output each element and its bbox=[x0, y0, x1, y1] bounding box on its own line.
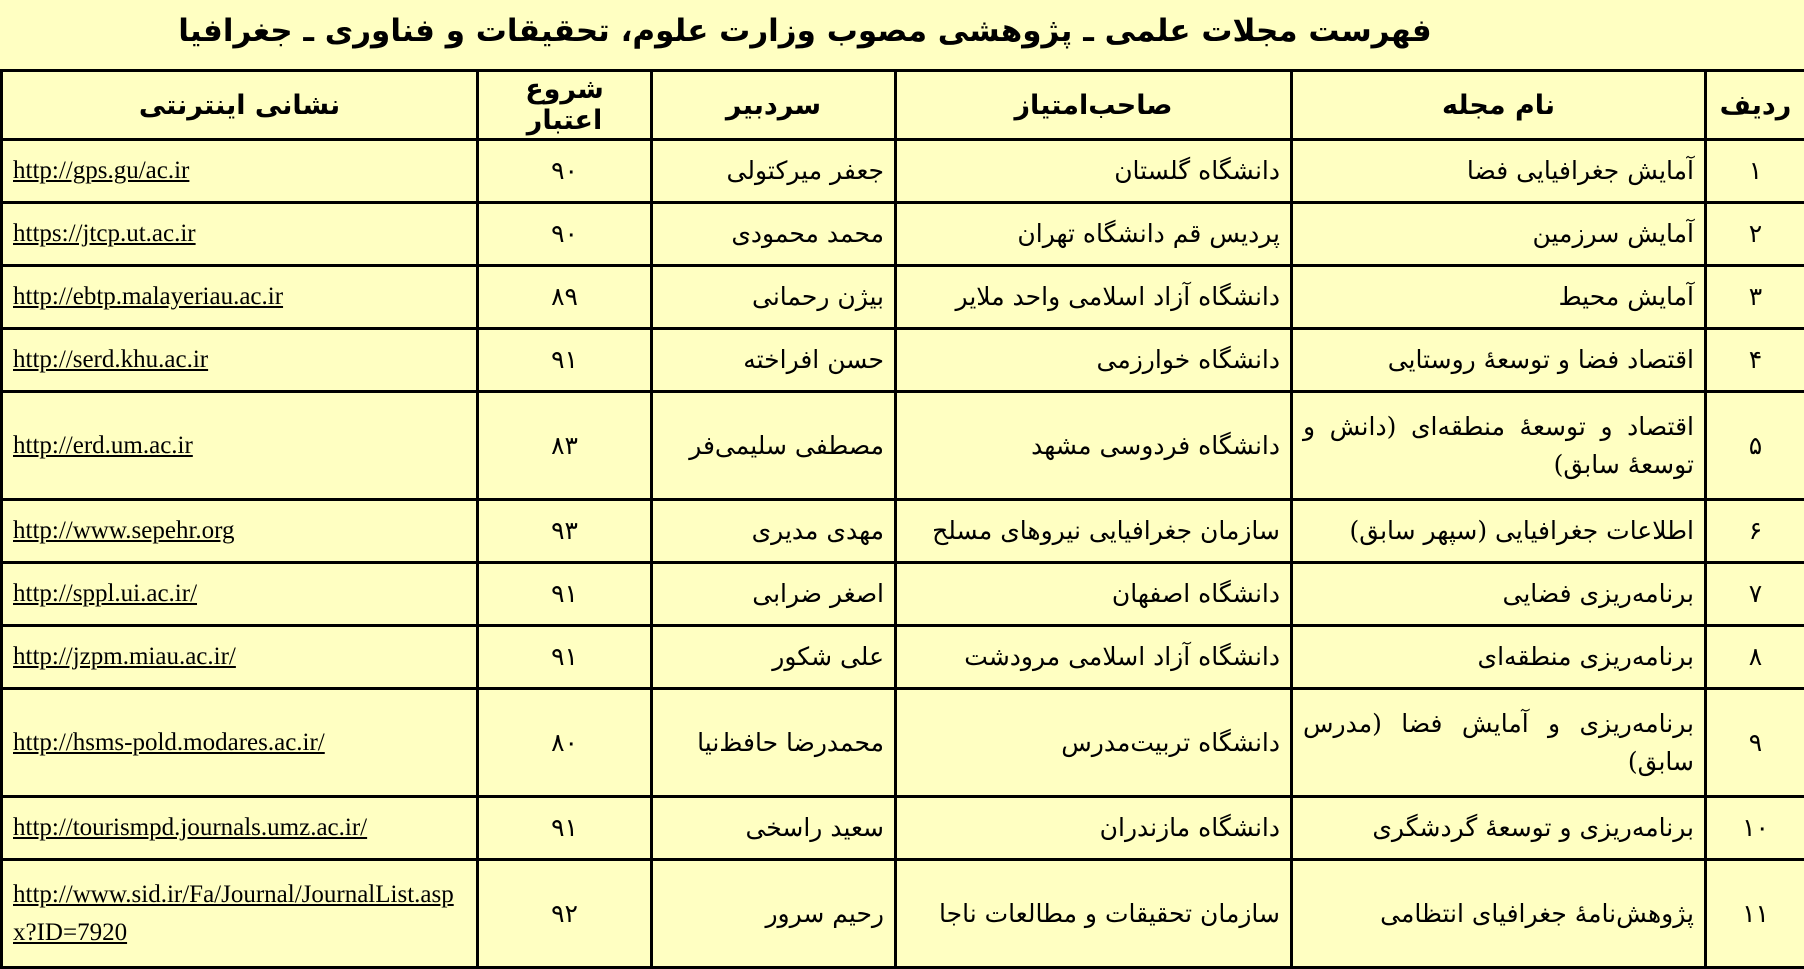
journal-url-cell bbox=[2, 392, 478, 500]
journal-name: برنامه‌ریزی فضایی bbox=[1292, 563, 1706, 626]
journal-start: ۸۰ bbox=[478, 689, 652, 797]
journal-url-cell bbox=[2, 689, 478, 797]
journal-editor: مهدی مدیری bbox=[652, 500, 896, 563]
journal-editor: مصطفی سلیمی‌فر bbox=[652, 392, 896, 500]
journal-name: آمایش محیط bbox=[1292, 266, 1706, 329]
table-row bbox=[2, 329, 1804, 392]
journal-url-cell bbox=[2, 140, 478, 203]
journal-url-link[interactable]: http://erd.um.ac.ir bbox=[13, 432, 193, 459]
journal-editor: علی شکور bbox=[652, 626, 896, 689]
column-header-url: نشانی اینترنتی bbox=[2, 71, 478, 140]
journal-start: ۹۲ bbox=[478, 860, 652, 968]
journal-url-link[interactable]: http://jzpm.miau.ac.ir/ bbox=[13, 643, 236, 670]
journal-editor: سعید راسخی bbox=[652, 797, 896, 860]
journal-url-link[interactable]: http://hsms-pold.modares.ac.ir/ bbox=[13, 729, 325, 756]
table-row bbox=[2, 203, 1804, 266]
journal-editor: حسن افراخته bbox=[652, 329, 896, 392]
journal-url-link[interactable]: http://ebtp.malayeriau.ac.ir bbox=[13, 283, 283, 310]
journal-name: آمایش سرزمین bbox=[1292, 203, 1706, 266]
journal-start: ۹۰ bbox=[478, 140, 652, 203]
journals-table bbox=[0, 69, 1804, 969]
journal-start: ۹۱ bbox=[478, 563, 652, 626]
journal-url-link[interactable]: http://sppl.ui.ac.ir/ bbox=[13, 580, 197, 607]
table-row bbox=[2, 392, 1804, 500]
row-index: ۴ bbox=[1706, 329, 1804, 392]
journal-owner: دانشگاه تربیت‌مدرس bbox=[896, 689, 1292, 797]
journal-name: برنامه‌ریزی و آمایش فضا (مدرس سابق) bbox=[1292, 689, 1706, 797]
row-index: ۳ bbox=[1706, 266, 1804, 329]
journal-name: برنامه‌ریزی و توسعۀ گردشگری bbox=[1292, 797, 1706, 860]
column-header-index: ردیف bbox=[1706, 71, 1804, 140]
journal-name: پژوهش‌نامۀ جغرافیای انتظامی bbox=[1292, 860, 1706, 968]
table-row bbox=[2, 689, 1804, 797]
table-row bbox=[2, 266, 1804, 329]
row-index: ۹ bbox=[1706, 689, 1804, 797]
row-index: ۵ bbox=[1706, 392, 1804, 500]
column-header-owner: صاحب‌امتیاز bbox=[896, 71, 1292, 140]
journal-owner: دانشگاه آزاد اسلامی مرودشت bbox=[896, 626, 1292, 689]
journal-owner: دانشگاه مازندران bbox=[896, 797, 1292, 860]
journal-url-link[interactable]: http://www.sid.ir/Fa/Journal/JournalList.aspx?ID=7920 bbox=[13, 881, 454, 946]
journal-url-cell bbox=[2, 266, 478, 329]
table-row bbox=[2, 140, 1804, 203]
journal-url-link[interactable]: http://www.sepehr.org bbox=[13, 517, 235, 544]
journal-start: ۹۱ bbox=[478, 329, 652, 392]
row-index: ۷ bbox=[1706, 563, 1804, 626]
table-row bbox=[2, 860, 1804, 968]
row-index: ۱ bbox=[1706, 140, 1804, 203]
journal-url-cell bbox=[2, 797, 478, 860]
journal-url-link[interactable]: http://gps.gu/ac.ir bbox=[13, 157, 189, 184]
journal-start: ۹۰ bbox=[478, 203, 652, 266]
journal-url-link[interactable]: http://serd.khu.ac.ir bbox=[13, 346, 208, 373]
journal-owner: دانشگاه فردوسی مشهد bbox=[896, 392, 1292, 500]
column-header-start: شروع اعتبار bbox=[478, 71, 652, 140]
journal-url-cell bbox=[2, 626, 478, 689]
journal-url-cell bbox=[2, 500, 478, 563]
table-row bbox=[2, 500, 1804, 563]
journal-owner: سازمان تحقیقات و مطالعات ناجا bbox=[896, 860, 1292, 968]
journal-url-cell bbox=[2, 563, 478, 626]
journal-editor: محمد محمودی bbox=[652, 203, 896, 266]
journal-url-cell bbox=[2, 329, 478, 392]
journal-owner: سازمان جغرافیایی نیروهای مسلح bbox=[896, 500, 1292, 563]
journal-start: ۸۹ bbox=[478, 266, 652, 329]
journal-editor: بیژن رحمانی bbox=[652, 266, 896, 329]
journal-editor: اصغر ضرابی bbox=[652, 563, 896, 626]
journal-start: ۹۱ bbox=[478, 797, 652, 860]
journal-editor: رحیم سرور bbox=[652, 860, 896, 968]
journal-url-cell bbox=[2, 203, 478, 266]
journal-start: ۸۳ bbox=[478, 392, 652, 500]
row-index: ۸ bbox=[1706, 626, 1804, 689]
journal-url-cell bbox=[2, 860, 478, 968]
journal-editor: جعفر میرکتولی bbox=[652, 140, 896, 203]
journal-name: آمایش جغرافیایی فضا bbox=[1292, 140, 1706, 203]
journal-name: اقتصاد فضا و توسعۀ روستایی bbox=[1292, 329, 1706, 392]
journal-owner: دانشگاه گلستان bbox=[896, 140, 1292, 203]
row-index: ۲ bbox=[1706, 203, 1804, 266]
journal-owner: دانشگاه خوارزمی bbox=[896, 329, 1292, 392]
row-index: ۱۱ bbox=[1706, 860, 1804, 968]
journal-owner: پردیس قم دانشگاه تهران bbox=[896, 203, 1292, 266]
row-index: ۶ bbox=[1706, 500, 1804, 563]
page-title: فهرست مجلات علمی ـ پژوهشی مصوب وزارت علوم، تحقیقات و فناوری ـ جغرافیا bbox=[0, 8, 1610, 54]
table-row bbox=[2, 563, 1804, 626]
journal-start: ۹۳ bbox=[478, 500, 652, 563]
column-header-editor: سردبیر bbox=[652, 71, 896, 140]
row-index: ۱۰ bbox=[1706, 797, 1804, 860]
table-row bbox=[2, 797, 1804, 860]
table-header-row bbox=[2, 71, 1804, 140]
journal-name: اقتصاد و توسعۀ منطقه‌ای (دانش و توسعۀ سابق) bbox=[1292, 392, 1706, 500]
journal-owner: دانشگاه آزاد اسلامی واحد ملایر bbox=[896, 266, 1292, 329]
journal-url-link[interactable]: https://jtcp.ut.ac.ir bbox=[13, 220, 196, 247]
journal-name: اطلاعات جغرافیایی (سپهر سابق) bbox=[1292, 500, 1706, 563]
column-header-name: نام مجله bbox=[1292, 71, 1706, 140]
table-row bbox=[2, 626, 1804, 689]
journal-editor: محمدرضا حافظ‌نیا bbox=[652, 689, 896, 797]
journal-url-link[interactable]: http://tourismpd.journals.umz.ac.ir/ bbox=[13, 814, 367, 841]
journal-start: ۹۱ bbox=[478, 626, 652, 689]
journal-owner: دانشگاه اصفهان bbox=[896, 563, 1292, 626]
journal-name: برنامه‌ریزی منطقه‌ای bbox=[1292, 626, 1706, 689]
